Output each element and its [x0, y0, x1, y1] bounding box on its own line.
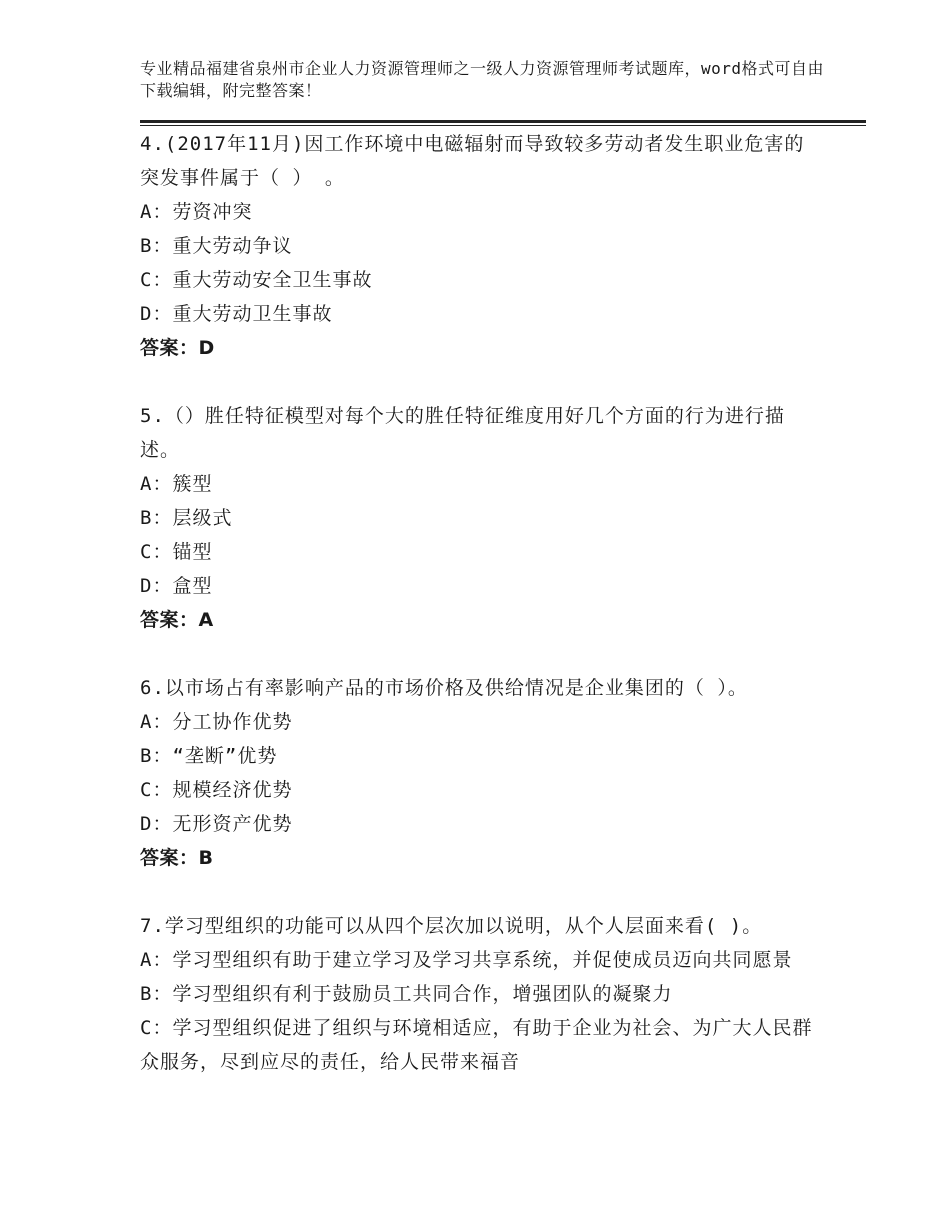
option-b: B：“垄断”优势	[140, 745, 278, 767]
option-d: D：盒型	[140, 575, 213, 597]
option-d: D：重大劳动卫生事故	[140, 303, 333, 325]
option-a: A：簇型	[140, 473, 213, 495]
option-b: B：重大劳动争议	[140, 235, 293, 257]
answer: 答案：A	[140, 609, 214, 631]
answer: 答案：B	[140, 847, 214, 869]
option-d: D：无形资产优势	[140, 813, 293, 835]
question-4	[140, 127, 820, 365]
question-stem: 4.(2017年11月)因工作环境中电磁辐射而导致较多劳动者发生职业危害的突发事件属于（ ） 。	[140, 133, 805, 189]
option-b: B：层级式	[140, 507, 233, 529]
question-6	[140, 671, 820, 875]
question-stem: 5.（）胜任特征模型对每个大的胜任特征维度用好几个方面的行为进行描述。	[140, 405, 785, 461]
question-5	[140, 399, 820, 637]
header-rule-thin	[140, 125, 866, 126]
header-rule-thick	[140, 120, 866, 123]
document-header: 专业精品福建省泉州市企业人力资源管理师之一级人力资源管理师考试题库，word格式可自由下载编辑，附完整答案！	[140, 59, 825, 100]
question-stem: 7.学习型组织的功能可以从四个层次加以说明，从个人层面来看( )。	[140, 915, 763, 937]
option-c: C：重大劳动安全卫生事故	[140, 269, 373, 291]
question-stem: 6.以市场占有率影响产品的市场价格及供给情况是企业集团的（ ）。	[140, 677, 748, 699]
answer: 答案：D	[140, 337, 215, 359]
option-c: C：锚型	[140, 541, 213, 563]
option-c: C：学习型组织促进了组织与环境相适应，有助于企业为社会、为广大人民群众服务，尽到应尽的责任，给人民带来福音	[140, 1017, 813, 1073]
option-a: A：劳资冲突	[140, 201, 253, 223]
question-7	[140, 909, 820, 1079]
option-b: B：学习型组织有利于鼓励员工共同合作，增强团队的凝聚力	[140, 983, 673, 1005]
option-c: C：规模经济优势	[140, 779, 293, 801]
option-a: A：学习型组织有助于建立学习及学习共享系统，并促使成员迈向共同愿景	[140, 949, 793, 971]
option-a: A：分工协作优势	[140, 711, 293, 733]
question-list	[140, 127, 820, 1113]
